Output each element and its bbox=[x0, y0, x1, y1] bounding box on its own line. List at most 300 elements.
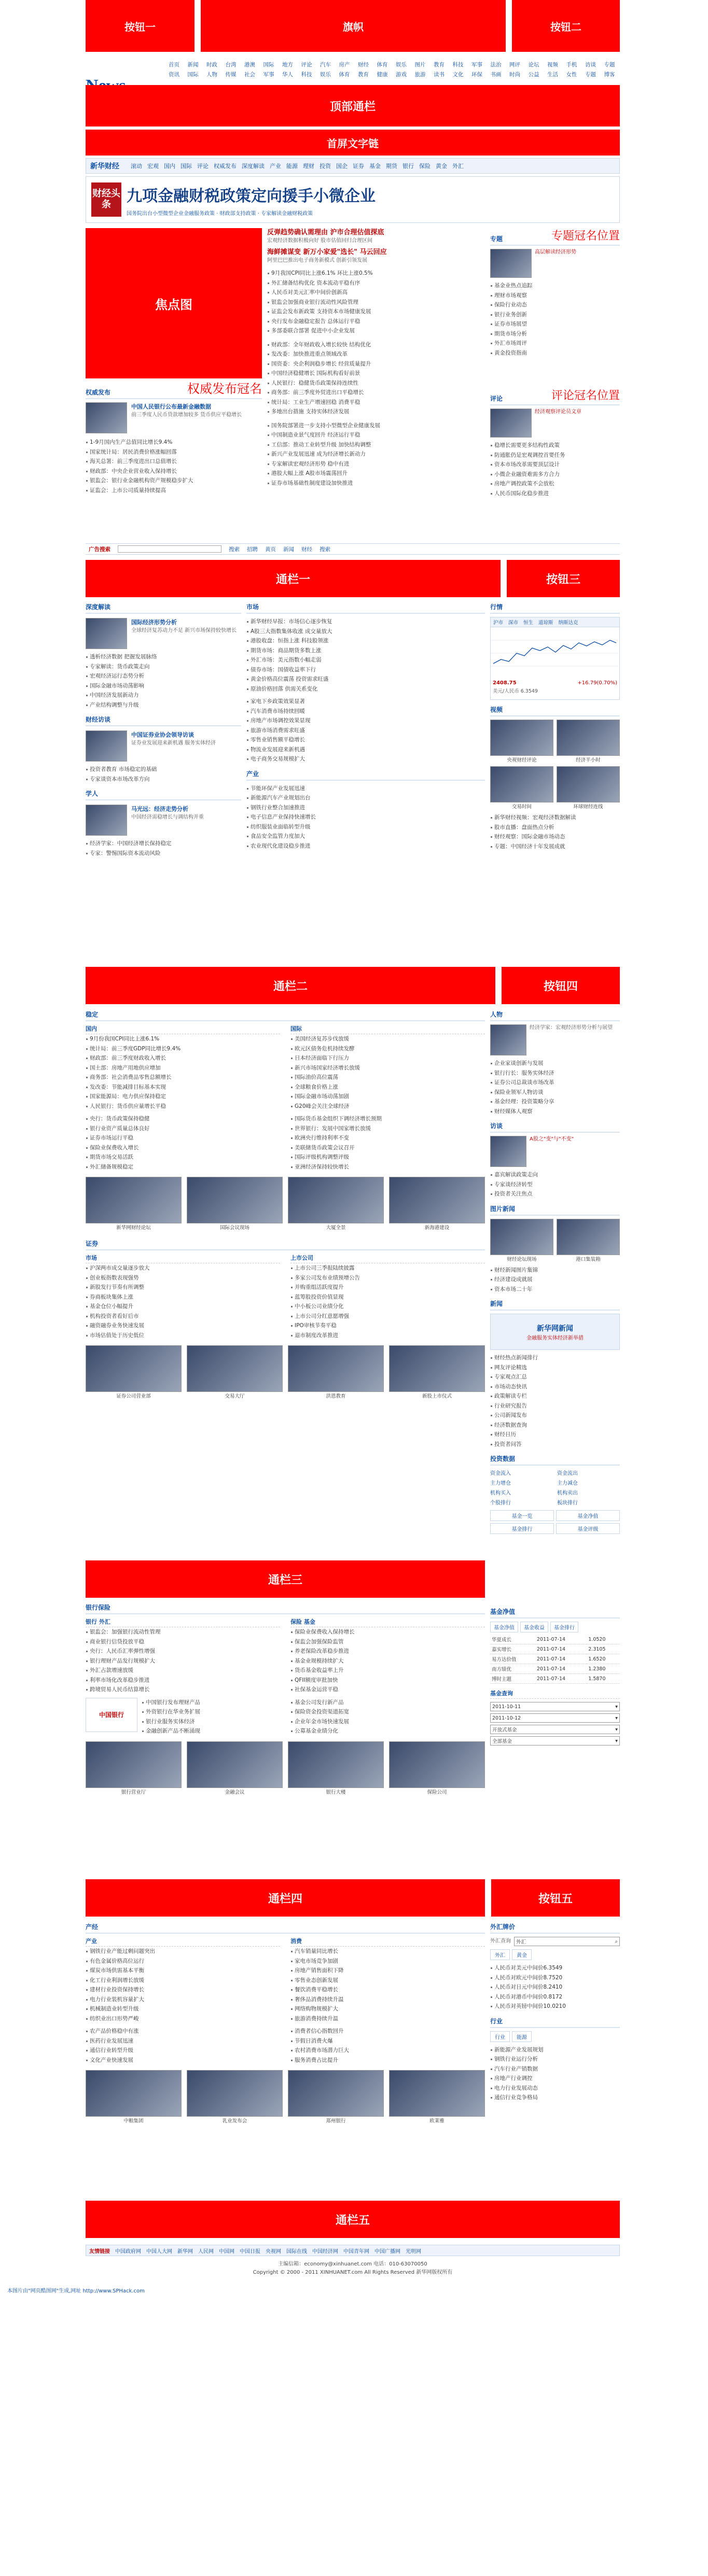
authority-sponsor-ad[interactable]: 权威发布冠名 bbox=[187, 382, 262, 396]
people-img-title[interactable]: 马光远：经济走势分析 bbox=[131, 806, 188, 812]
industry-title[interactable]: 产业 bbox=[246, 769, 485, 781]
list-item[interactable]: 餐饮消费平稳增长 bbox=[290, 1985, 485, 1995]
focus-image-ad[interactable]: 焦点图 bbox=[86, 228, 262, 378]
list-item[interactable]: 外汇储备结构优化 资本流动平稳有序 bbox=[267, 278, 485, 288]
channel-link[interactable]: 黄金 bbox=[436, 163, 447, 170]
nav-link[interactable]: 图片 bbox=[414, 62, 426, 68]
list-item[interactable]: 商业银行信贷投放平稳 bbox=[86, 1637, 280, 1647]
footer-link[interactable]: 中国日报 bbox=[240, 2248, 260, 2255]
invest-tab[interactable]: 基金净值 bbox=[556, 1510, 620, 1521]
list-item[interactable]: 房地产行业调控 bbox=[490, 2074, 620, 2084]
photo-card[interactable] bbox=[288, 1345, 384, 1399]
comment-sponsor-ad[interactable]: 评论冠名位置 bbox=[551, 389, 620, 402]
list-item[interactable]: 专家解读：货币政策走向 bbox=[86, 662, 241, 672]
table-row[interactable] bbox=[490, 1664, 620, 1674]
fund-title[interactable]: 基金净值 bbox=[490, 1607, 620, 1618]
list-item[interactable]: 银行业务创新 bbox=[490, 310, 620, 320]
forex-title[interactable]: 外汇牌价 bbox=[490, 1922, 620, 1934]
nav-link[interactable]: 军事 bbox=[263, 72, 274, 78]
list-item[interactable]: 融资融券业务快速发展 bbox=[86, 1321, 280, 1331]
list-item[interactable]: 机构投资者看好后市 bbox=[86, 1312, 280, 1321]
top-banner-ad[interactable]: 顶部通栏 bbox=[86, 85, 620, 126]
review-img-title[interactable]: 中国证券业协会领导访谈 bbox=[131, 731, 194, 738]
footer-link[interactable]: 新华网 bbox=[177, 2248, 193, 2255]
topic-title[interactable]: 专题 bbox=[490, 235, 503, 243]
list-item[interactable]: 专题：中国经济十年发展成就 bbox=[490, 842, 620, 852]
list-item[interactable]: 零售业态创新发展 bbox=[290, 1976, 485, 1986]
ad-search-link[interactable]: 招聘 bbox=[247, 546, 258, 553]
channel-link[interactable]: 理财 bbox=[303, 163, 314, 170]
list-item[interactable]: 纺织业出口形势严峻 bbox=[86, 2014, 280, 2024]
photo-card[interactable] bbox=[389, 1345, 485, 1399]
footer-link[interactable]: 中国人大网 bbox=[146, 2248, 172, 2255]
nav-link[interactable]: 手机 bbox=[566, 62, 577, 68]
nav-link[interactable]: 资讯 bbox=[169, 72, 179, 78]
list-item[interactable]: 外汇市场周评 bbox=[490, 339, 620, 348]
list-item[interactable]: 多部委联合部署 促进中小企业发展 bbox=[267, 326, 485, 336]
stable-region-international[interactable]: 国际 bbox=[290, 1024, 485, 1034]
industry-sub-industry[interactable]: 产业 bbox=[86, 1937, 280, 1947]
fund-tab[interactable]: 基金排行 bbox=[550, 1622, 578, 1632]
list-item[interactable]: 外资银行在华业务扩展 bbox=[142, 1707, 279, 1717]
list-item[interactable]: 财经热点新闻排行 bbox=[490, 1353, 620, 1363]
list-item[interactable]: 商务部：前三季度外贸进出口平稳增长 bbox=[267, 388, 485, 398]
right-interview-image[interactable] bbox=[490, 1136, 526, 1167]
list-item[interactable]: 电力行业装机容量扩大 bbox=[86, 1995, 280, 2005]
comment-image[interactable] bbox=[490, 409, 532, 438]
authority-image[interactable] bbox=[86, 402, 127, 433]
list-item[interactable]: 中国银行发布理财产品 bbox=[142, 1698, 279, 1708]
nav-link[interactable]: 公益 bbox=[528, 72, 539, 78]
list-item[interactable]: 证监会发布新政策 支持资本市场健康发展 bbox=[267, 307, 485, 317]
people-image[interactable] bbox=[86, 805, 127, 836]
fund-type-select[interactable] bbox=[490, 1725, 620, 1734]
list-item[interactable]: 跨境贸易人民币结算增长 bbox=[86, 1685, 280, 1695]
list-item[interactable]: 亚洲经济保持较快增长 bbox=[290, 1162, 485, 1172]
channel-link[interactable]: 银行 bbox=[402, 163, 414, 170]
list-item[interactable]: 财政部：前三季度财政收入增长 bbox=[86, 1053, 280, 1063]
channel-link[interactable]: 能源 bbox=[286, 163, 298, 170]
footer-link[interactable]: 央视网 bbox=[266, 2248, 281, 2255]
list-item[interactable]: 建材行业投资保持增长 bbox=[86, 1985, 280, 1995]
list-item[interactable]: 宏观经济运行态势分析 bbox=[86, 671, 241, 681]
nav-link[interactable]: 汽车 bbox=[320, 62, 331, 68]
list-item[interactable]: 小微企业融资难需多方合力 bbox=[490, 470, 620, 480]
review-image[interactable] bbox=[86, 730, 127, 762]
list-item[interactable]: 新华财经视频：宏观经济数据解读 bbox=[490, 813, 620, 823]
list-item[interactable]: 黄金价格高位震荡 投资需求旺盛 bbox=[246, 674, 485, 684]
list-item[interactable]: 中国经济发展新动力 bbox=[86, 691, 241, 700]
list-item[interactable]: 央行：货币政策保持稳健 bbox=[86, 1114, 280, 1124]
list-item[interactable]: 财政部：中央企业营业收入保持增长 bbox=[86, 467, 262, 476]
invest-tab[interactable]: 基金一览 bbox=[490, 1510, 554, 1521]
right-people-title[interactable]: 人物 bbox=[490, 1010, 620, 1021]
list-item[interactable]: 股市直播：盘面热点分析 bbox=[490, 823, 620, 833]
list-item[interactable]: 国土部：房地产用地供应增加 bbox=[86, 1063, 280, 1073]
nav-link[interactable]: 科技 bbox=[452, 62, 464, 68]
channel-link[interactable]: 外汇 bbox=[452, 163, 464, 170]
fund-date-start[interactable] bbox=[490, 1702, 620, 1711]
list-item[interactable]: 保险资金投资渠道拓宽 bbox=[290, 1707, 485, 1717]
list-item[interactable]: 经济建设成就展 bbox=[490, 1275, 620, 1285]
list-item[interactable]: 养老保险改革稳步推进 bbox=[290, 1646, 485, 1656]
stock-widget[interactable] bbox=[490, 617, 620, 700]
list-item[interactable]: 证监会：上市公司质量持续提高 bbox=[86, 486, 262, 496]
footer-link[interactable]: 中国政府网 bbox=[115, 2248, 141, 2255]
banking-title[interactable]: 银行保险 bbox=[86, 1603, 485, 1614]
securities-title[interactable]: 证券 bbox=[86, 1239, 485, 1250]
banking-sub-insurance[interactable]: 保险 基金 bbox=[290, 1617, 485, 1627]
list-item[interactable]: 美国经济复苏步伐放缓 bbox=[290, 1034, 485, 1044]
right-news-banner[interactable] bbox=[490, 1314, 620, 1350]
banner-four-ad[interactable]: 通栏四 bbox=[86, 1879, 485, 1917]
list-item[interactable]: 嘉宾解读政策走向 bbox=[490, 1170, 620, 1180]
list-item[interactable]: 政策解读专栏 bbox=[490, 1391, 620, 1401]
channel-link[interactable]: 深度解读 bbox=[242, 163, 265, 170]
nav-link[interactable]: 专题 bbox=[585, 72, 596, 78]
list-item[interactable]: 港股大幅上涨 A股市场震荡回升 bbox=[267, 469, 485, 478]
industry-sub-consumption[interactable]: 消费 bbox=[290, 1937, 485, 1947]
list-item[interactable]: 央行发布金融稳定报告 总体运行平稳 bbox=[267, 317, 485, 327]
list-item[interactable]: 新股发行节奏有所调整 bbox=[86, 1283, 280, 1292]
list-item[interactable]: 保险业保费收入保持增长 bbox=[290, 1627, 485, 1637]
people-title[interactable]: 学人 bbox=[86, 789, 241, 800]
ad-search-link[interactable]: 搜索 bbox=[320, 546, 330, 553]
right-invest-title[interactable]: 投资数据 bbox=[490, 1454, 620, 1466]
list-item[interactable]: 汽车行业产销数据 bbox=[490, 2064, 620, 2074]
list-item[interactable]: 投资者关注焦点 bbox=[490, 1189, 620, 1199]
list-item[interactable]: 保险行业动态 bbox=[490, 300, 620, 310]
nav-link[interactable]: 环保 bbox=[471, 72, 482, 78]
nav-link[interactable]: 娱乐 bbox=[396, 62, 407, 68]
photo-card[interactable] bbox=[86, 1741, 182, 1795]
list-item[interactable]: 人民币对美元中间价6.3549 bbox=[490, 1963, 620, 1973]
list-item[interactable]: 财经新闻图片集锦 bbox=[490, 1265, 620, 1275]
list-item[interactable]: 钢铁行业整合加速推进 bbox=[246, 803, 485, 813]
list-item[interactable]: 基金业规模持续扩大 bbox=[290, 1656, 485, 1666]
photo-card[interactable] bbox=[288, 2070, 384, 2124]
list-item[interactable]: 人民银行：稳健货币政策保持连续性 bbox=[267, 378, 485, 388]
list-item[interactable]: 农产品价格稳中有涨 bbox=[86, 2026, 280, 2036]
comment-img-caption[interactable]: 经济观察评论员文章 bbox=[535, 409, 581, 415]
list-item[interactable]: 电力行业发展动态 bbox=[490, 2084, 620, 2093]
button-three-ad[interactable]: 按钮三 bbox=[507, 560, 620, 597]
list-item[interactable]: 利率市场化改革稳步推进 bbox=[86, 1676, 280, 1685]
nav-link[interactable]: 女性 bbox=[566, 72, 577, 78]
list-item[interactable]: 证券公司总裁谈市场改革 bbox=[490, 1078, 620, 1088]
list-item[interactable]: 货币基金收益率上升 bbox=[290, 1666, 485, 1676]
photo-card[interactable] bbox=[187, 1741, 283, 1795]
ad-search-input[interactable] bbox=[118, 545, 221, 553]
footer-link[interactable]: 中国青年网 bbox=[343, 2248, 369, 2255]
list-item[interactable]: 蓝筹股投资价值显现 bbox=[290, 1292, 485, 1302]
industry-economy-title[interactable]: 产经 bbox=[86, 1922, 485, 1934]
list-item[interactable]: 国际油价高位震荡 bbox=[290, 1073, 485, 1082]
industry-tab[interactable]: 能源 bbox=[512, 2031, 532, 2042]
list-item[interactable]: 有色金属价格高位运行 bbox=[86, 1956, 280, 1966]
channel-link[interactable]: 评论 bbox=[197, 163, 209, 170]
list-item[interactable]: 新兴市场国家经济增长放缓 bbox=[290, 1063, 485, 1073]
invest-item[interactable]: 个股排行 bbox=[490, 1500, 511, 1506]
list-item[interactable]: 人民币对欧元中间价8.7520 bbox=[490, 1973, 620, 1983]
invest-item[interactable]: 主力增仓 bbox=[490, 1481, 511, 1486]
list-item[interactable]: 发改委：节能减排目标基本实现 bbox=[86, 1082, 280, 1092]
list-item[interactable]: 银行行长：服务实体经济 bbox=[490, 1068, 620, 1078]
nav-link[interactable]: 体育 bbox=[377, 62, 388, 68]
list-item[interactable]: 文化产业快速发展 bbox=[86, 2056, 280, 2065]
list-item[interactable]: 银行理财产品发行规模扩大 bbox=[86, 1656, 280, 1666]
list-item[interactable]: 基金经理：投资策略分享 bbox=[490, 1097, 620, 1107]
list-item[interactable]: 专家解读宏观经济形势 稳中有进 bbox=[267, 459, 485, 469]
nav-link[interactable]: 军事 bbox=[471, 62, 482, 68]
banner-five-ad[interactable]: 通栏五 bbox=[86, 2201, 620, 2238]
list-item[interactable]: 煤炭市场供需基本平衡 bbox=[86, 1966, 280, 1976]
channel-link[interactable]: 国内 bbox=[164, 163, 175, 170]
nav-link[interactable]: 书画 bbox=[490, 72, 502, 78]
list-item[interactable]: 新兴产业发展迅速 成为经济增长新动力 bbox=[267, 449, 485, 459]
nav-link[interactable]: 读书 bbox=[434, 72, 445, 78]
list-item[interactable]: 行业研究报告 bbox=[490, 1401, 620, 1411]
list-item[interactable]: 企业年金市场快速发展 bbox=[290, 1717, 485, 1727]
list-item[interactable]: 国际货币基金组织下调经济增长预期 bbox=[290, 1114, 485, 1124]
list-item[interactable]: 中国经济稳健增长 国际机构看好前景 bbox=[267, 369, 485, 378]
authority-item-title[interactable]: 中国人民银行公布最新金融数据 bbox=[131, 403, 211, 410]
list-item[interactable]: 医药行业发展迅速 bbox=[86, 2036, 280, 2046]
photo-card[interactable] bbox=[187, 1345, 283, 1399]
list-item[interactable]: IPO审核节奏平稳 bbox=[290, 1321, 485, 1331]
comment-title[interactable]: 评论 bbox=[490, 395, 503, 402]
photo-card[interactable] bbox=[187, 1177, 283, 1231]
button-two-ad[interactable]: 按钮二 bbox=[512, 0, 620, 52]
list-item[interactable]: 电子信息产业保持快速增长 bbox=[246, 812, 485, 822]
list-item[interactable]: 经济学家：中国经济增长保持稳定 bbox=[86, 839, 241, 849]
list-item[interactable]: 机械制造业转型升级 bbox=[86, 2004, 280, 2014]
nav-link[interactable]: 游戏 bbox=[396, 72, 407, 78]
fund-date-end[interactable] bbox=[490, 1713, 620, 1723]
market-title[interactable]: 市场 bbox=[246, 602, 485, 614]
list-item[interactable]: 美联储货币政策会议召开 bbox=[290, 1143, 485, 1153]
list-item[interactable]: 奢侈品消费持续升温 bbox=[290, 1995, 485, 2005]
nav-link[interactable]: 房产 bbox=[339, 62, 350, 68]
nav-link[interactable]: 社会 bbox=[244, 72, 255, 78]
invest-item[interactable]: 机构卖出 bbox=[557, 1490, 578, 1496]
list-item[interactable]: 消费者信心指数回升 bbox=[290, 2026, 485, 2036]
forex-tab[interactable]: 黄金 bbox=[512, 1949, 532, 1960]
nav-link[interactable]: 科技 bbox=[301, 72, 312, 78]
list-item[interactable]: 银监会加强商业银行流动性风险管理 bbox=[267, 298, 485, 307]
nav-link[interactable]: 娱乐 bbox=[320, 72, 331, 78]
list-item[interactable]: 旅游消费持续升温 bbox=[290, 2014, 485, 2024]
list-item[interactable]: 透析经济数据 把握发展脉络 bbox=[86, 652, 241, 662]
list-item[interactable]: 房地产调控政策不会放松 bbox=[490, 479, 620, 489]
list-item[interactable]: 电子商务交易规模扩大 bbox=[246, 754, 485, 764]
list-item[interactable]: 纺织服装业面临转型升级 bbox=[246, 822, 485, 832]
stable-title[interactable]: 稳定 bbox=[86, 1010, 485, 1021]
list-item[interactable]: 中小板公司业绩分化 bbox=[290, 1302, 485, 1312]
list-item[interactable]: 外汇市场：美元指数小幅走弱 bbox=[246, 655, 485, 665]
authority-title[interactable]: 权威发布 bbox=[86, 389, 111, 396]
headline-title[interactable]: 九项金融财税政策定向援手小微企业 bbox=[127, 187, 376, 205]
list-item[interactable]: 企业家谈创新与发展 bbox=[490, 1059, 620, 1068]
list-item[interactable]: 保险业保费收入增长 bbox=[86, 1143, 280, 1153]
nav-link[interactable]: 人物 bbox=[206, 72, 217, 78]
nav-link[interactable]: 时政 bbox=[206, 62, 217, 68]
list-item[interactable]: 市场估值处于历史低位 bbox=[86, 1331, 280, 1341]
banking-sub-bank[interactable]: 银行 外汇 bbox=[86, 1617, 280, 1627]
photo-card[interactable] bbox=[557, 1219, 620, 1262]
list-item[interactable]: 国家统计局：居民消费价格涨幅回落 bbox=[86, 447, 262, 457]
list-item[interactable]: 农村消费市场潜力巨大 bbox=[290, 2046, 485, 2056]
list-item[interactable]: 人民币国际化稳步推进 bbox=[490, 489, 620, 499]
headline-banner[interactable] bbox=[86, 176, 620, 223]
list-item[interactable]: 人民币对美元汇率中间价创新高 bbox=[267, 288, 485, 298]
deep-img-title[interactable]: 国际经济形势分析 bbox=[131, 619, 177, 626]
list-item[interactable]: 家电市场竞争加剧 bbox=[290, 1956, 485, 1966]
right-interview-desc[interactable]: A股之"变"与"不变" bbox=[530, 1136, 574, 1142]
photo-card[interactable] bbox=[187, 2070, 283, 2124]
list-item[interactable]: 通信行业转型升级 bbox=[86, 2046, 280, 2056]
list-item[interactable]: 发改委：加快推进重点领域改革 bbox=[267, 349, 485, 359]
footer-link[interactable]: 中国网 bbox=[219, 2248, 234, 2255]
channel-link[interactable]: 权威发布 bbox=[214, 163, 237, 170]
list-item[interactable]: 工信部：推动工业转型升级 加快结构调整 bbox=[267, 440, 485, 450]
list-item[interactable]: 人民币对日元中间价8.2410 bbox=[490, 1982, 620, 1992]
list-item[interactable]: 基金仓位小幅提升 bbox=[86, 1302, 280, 1312]
nav-link[interactable]: 国际 bbox=[187, 72, 199, 78]
list-item[interactable]: 海关总署：前三季度进出口总值增长 bbox=[86, 457, 262, 467]
list-item[interactable]: 金融创新产品不断涌现 bbox=[142, 1726, 279, 1736]
channel-link[interactable]: 国企 bbox=[336, 163, 348, 170]
fund-tab[interactable]: 基金净值 bbox=[490, 1622, 518, 1632]
list-item[interactable]: 人民币对港币中间价0.8172 bbox=[490, 1992, 620, 2002]
footer-link[interactable]: 中国广播网 bbox=[374, 2248, 400, 2255]
list-item[interactable]: 国际评级机构调整评级 bbox=[290, 1152, 485, 1162]
list-item[interactable]: 银行业服务实体经济 bbox=[142, 1717, 279, 1727]
topic-img-caption[interactable]: 高层解读经济形势 bbox=[535, 249, 576, 255]
list-item[interactable]: 国务院部署进一步支持小型微型企业健康发展 bbox=[267, 421, 485, 431]
nav-link[interactable]: 首页 bbox=[169, 62, 179, 68]
fund-tab[interactable]: 基金收益 bbox=[520, 1622, 548, 1632]
deep-image[interactable] bbox=[86, 618, 127, 649]
list-item[interactable]: 专家谈资本市场改革方向 bbox=[86, 775, 241, 784]
nav-link[interactable]: 评论 bbox=[301, 62, 312, 68]
table-row[interactable] bbox=[490, 1644, 620, 1654]
review-title[interactable]: 财经访谈 bbox=[86, 715, 241, 726]
securities-sub-company[interactable]: 上市公司 bbox=[290, 1254, 485, 1263]
video-item[interactable] bbox=[490, 720, 553, 763]
lead-headline[interactable]: 反弹趋势确认需理由 沪市合理估值探底 bbox=[267, 229, 384, 236]
list-item[interactable]: QFII额度审批加快 bbox=[290, 1676, 485, 1685]
list-item[interactable]: 1-9月国内生产总值同比增长9.4% bbox=[86, 438, 262, 447]
list-item[interactable]: 欧元区债务危机持续发酵 bbox=[290, 1044, 485, 1054]
nav-link[interactable]: 健康 bbox=[377, 72, 388, 78]
invest-item[interactable]: 主力减仓 bbox=[557, 1481, 578, 1486]
photo-card[interactable] bbox=[389, 2070, 485, 2124]
securities-sub-market[interactable]: 市场 bbox=[86, 1254, 280, 1263]
list-item[interactable]: 银监会：银行业金融机构资产规模稳步扩大 bbox=[86, 476, 262, 486]
list-item[interactable]: 港股收盘：恒指上涨 科技股领涨 bbox=[246, 636, 485, 646]
list-item[interactable]: 央行：人民币汇率弹性增强 bbox=[86, 1646, 280, 1656]
list-item[interactable]: 新能源产业发展规划 bbox=[490, 2045, 620, 2055]
photo-card[interactable] bbox=[86, 2070, 182, 2124]
channel-link[interactable]: 宏观 bbox=[147, 163, 159, 170]
right-people-image[interactable] bbox=[490, 1024, 526, 1055]
invest-item[interactable]: 机构买入 bbox=[490, 1490, 511, 1496]
nav-link[interactable]: 法治 bbox=[490, 62, 502, 68]
ad-search-link[interactable]: 新闻 bbox=[283, 546, 294, 553]
channel-link[interactable]: 国际 bbox=[181, 163, 192, 170]
list-item[interactable]: 保监会加强保险监管 bbox=[290, 1637, 485, 1647]
list-item[interactable]: 防通胀仍是宏观调控首要任务 bbox=[490, 451, 620, 460]
nav-link[interactable]: 访谈 bbox=[585, 62, 596, 68]
list-item[interactable]: 食品安全监管力度加大 bbox=[246, 832, 485, 841]
list-item[interactable]: 9月份我国CPI同比上涨6.1% bbox=[86, 1034, 280, 1044]
list-item[interactable]: 证券市场展望 bbox=[490, 319, 620, 329]
invest-item[interactable]: 资金流入 bbox=[490, 1471, 511, 1476]
list-item[interactable]: 基金公司发行新产品 bbox=[290, 1698, 485, 1708]
nav-link[interactable]: 台湾 bbox=[225, 62, 237, 68]
deep-title[interactable]: 深度解读 bbox=[86, 602, 241, 614]
video-item[interactable] bbox=[557, 766, 620, 810]
nav-link[interactable]: 新闻 bbox=[187, 62, 199, 68]
nav-link[interactable]: 港澳 bbox=[244, 62, 255, 68]
list-item[interactable]: 投资者教育 市场稳定的基础 bbox=[86, 765, 241, 775]
list-item[interactable]: 统计局：工业生产增速回稳 消费平稳 bbox=[267, 398, 485, 407]
banner-two-ad[interactable]: 通栏二 bbox=[86, 967, 495, 1004]
invest-item[interactable]: 资金流出 bbox=[557, 1471, 578, 1476]
list-item[interactable]: 专家谈经济转型 bbox=[490, 1180, 620, 1190]
footer-link[interactable]: 人民网 bbox=[198, 2248, 214, 2255]
list-item[interactable]: 券商板块集体上涨 bbox=[86, 1292, 280, 1302]
list-item[interactable]: 物流业发展迎来新机遇 bbox=[246, 745, 485, 755]
forex-tab[interactable]: 外汇 bbox=[490, 1949, 510, 1960]
list-item[interactable]: 节假日消费火爆 bbox=[290, 2036, 485, 2046]
footer-link[interactable]: 光明网 bbox=[406, 2248, 421, 2255]
topic-sponsor-ad[interactable]: 专题冠名位置 bbox=[551, 230, 620, 243]
nav-link[interactable]: 地方 bbox=[282, 62, 293, 68]
photo-card[interactable] bbox=[490, 1219, 553, 1262]
list-item[interactable]: 财经观察：国际金融市场动态 bbox=[490, 832, 620, 842]
photo-card[interactable] bbox=[389, 1741, 485, 1795]
list-item[interactable]: 世界银行：发展中国家增长放缓 bbox=[290, 1124, 485, 1134]
industry-tab[interactable]: 行业 bbox=[490, 2031, 510, 2042]
footer-link[interactable]: 国际在线 bbox=[286, 2248, 307, 2255]
flag-ad[interactable]: 旗帜 bbox=[201, 0, 506, 52]
nav-link[interactable]: 文化 bbox=[452, 72, 464, 78]
list-item[interactable]: 证券市场运行平稳 bbox=[86, 1133, 280, 1143]
photo-card[interactable] bbox=[86, 1177, 182, 1231]
stock-tab[interactable]: 道琼斯 bbox=[538, 620, 553, 626]
nav-link[interactable]: 生活 bbox=[547, 72, 558, 78]
right-pics-title[interactable]: 图片新闻 bbox=[490, 1204, 620, 1216]
nav-link[interactable]: 体育 bbox=[339, 72, 350, 78]
list-item[interactable]: A股三大指数集体收涨 成交量放大 bbox=[246, 627, 485, 637]
list-item[interactable]: 零售业销售额平稳增长 bbox=[246, 735, 485, 745]
nav-link[interactable]: 旅游 bbox=[414, 72, 426, 78]
list-item[interactable]: 黄金投资指南 bbox=[490, 348, 620, 358]
fund-scope-select[interactable] bbox=[490, 1736, 620, 1746]
list-item[interactable]: 证券市场基础性制度建设加快推进 bbox=[267, 478, 485, 488]
list-item[interactable]: 投资者问答 bbox=[490, 1440, 620, 1449]
stock-tab[interactable]: 深市 bbox=[508, 620, 519, 626]
stock-tab[interactable]: 纳斯达克 bbox=[558, 620, 578, 626]
stable-region-domestic[interactable]: 国内 bbox=[86, 1024, 280, 1034]
invest-item[interactable]: 板块排行 bbox=[557, 1500, 578, 1506]
list-item[interactable]: 国际金融市场动荡加剧 bbox=[290, 1092, 485, 1102]
nav-link[interactable]: 博客 bbox=[604, 72, 615, 78]
list-item[interactable]: 9月我国CPI同比上涨6.1% 环比上涨0.5% bbox=[267, 269, 485, 278]
right-interview-title[interactable]: 访谈 bbox=[490, 1121, 620, 1133]
